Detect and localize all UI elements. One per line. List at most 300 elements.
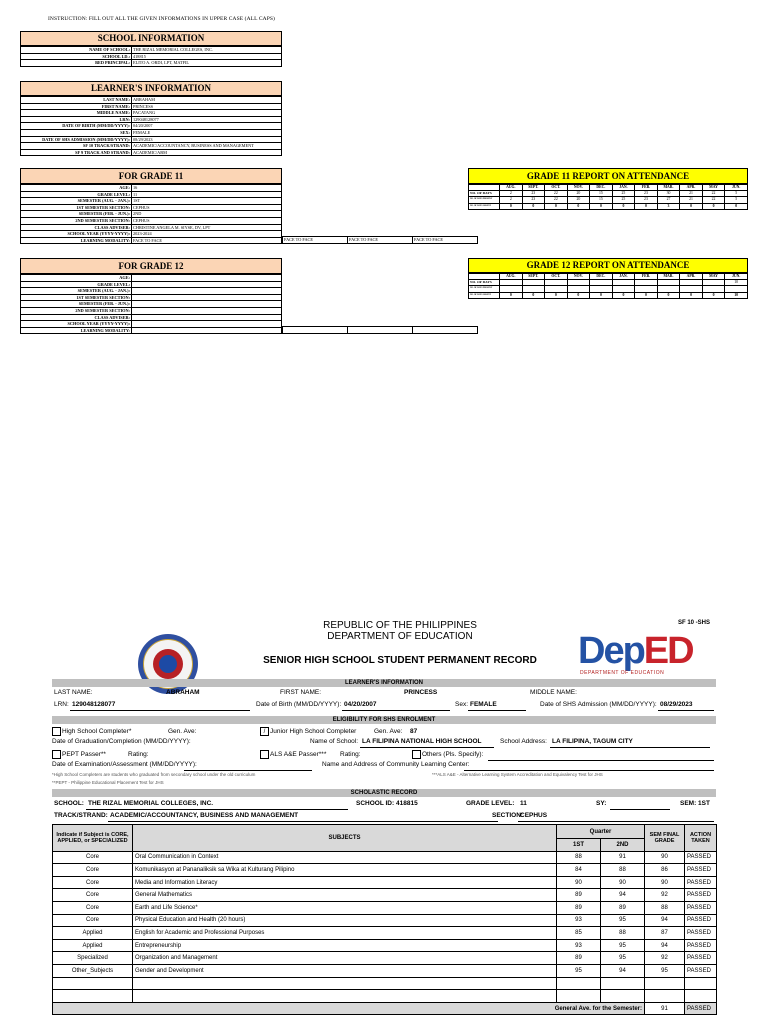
grade12-header: FOR GRADE 12: [20, 258, 282, 274]
field-value[interactable]: FEMALE: [132, 129, 282, 136]
field-label: LAST NAME:: [21, 97, 132, 104]
attendance-cell[interactable]: 0: [725, 203, 748, 209]
quarter2-grade[interactable]: 95: [601, 952, 645, 965]
attendance-cell[interactable]: 2: [500, 197, 523, 203]
action-taken[interactable]: PASSED: [685, 889, 717, 902]
info-row: [21, 198, 282, 205]
attendance-row-label: NO. OF DAYS: [469, 191, 500, 197]
attendance-cell[interactable]: 23: [635, 197, 658, 203]
subject-type[interactable]: Applied: [53, 939, 133, 952]
subject-row: [53, 952, 717, 965]
subject-type[interactable]: Other_Subjects: [53, 964, 133, 977]
attendance-cell[interactable]: 5: [725, 197, 748, 203]
subject-name[interactable]: Oral Communication in Context: [133, 851, 557, 864]
info-row: [21, 204, 282, 211]
field-value[interactable]: [132, 314, 282, 321]
attendance-cell[interactable]: 0: [590, 203, 613, 209]
field-label: GRADE LEVEL:: [21, 191, 132, 198]
final-grade[interactable]: 95: [645, 964, 685, 977]
field-label: DATE OF SHS ADMISSION (MM/DD/YYYY):: [21, 136, 132, 143]
att11-table: [468, 184, 748, 210]
grade11-modality-extra: [282, 236, 478, 244]
field-value[interactable]: ELITO A. ORDI, LPT, MATFIL: [132, 60, 282, 67]
field-value[interactable]: 08/29/2023: [132, 136, 282, 143]
field-value[interactable]: [132, 275, 282, 282]
attendance-cell[interactable]: 3: [657, 203, 680, 209]
field-value[interactable]: 129048128077: [132, 116, 282, 123]
field-value[interactable]: [132, 321, 282, 328]
school-id-value[interactable]: 418815: [396, 800, 418, 807]
month-header: OCT.: [545, 274, 568, 280]
sy-label: SY:: [596, 800, 607, 807]
month-header: MAY: [702, 185, 725, 191]
attendance-cell[interactable]: 0: [545, 292, 568, 298]
subject-type[interactable]: [53, 977, 133, 990]
footnote-hs: *High School Completers are students who graduated from secondary school under the old curriculum: [52, 772, 256, 777]
info-row: [21, 224, 282, 231]
quarter1-grade[interactable]: 95: [557, 964, 601, 977]
info-row: [21, 191, 282, 198]
attendance-cell[interactable]: 0: [567, 292, 590, 298]
info-row: [21, 129, 282, 136]
general-average-label: General Ave. for the Semester:: [53, 1002, 645, 1015]
field-value[interactable]: FACE TO FACE: [132, 237, 282, 244]
attendance-row: [469, 203, 748, 209]
modality-cell[interactable]: [283, 327, 348, 334]
subject-name[interactable]: [133, 977, 557, 990]
subject-name[interactable]: English for Academic and Professional Purposes: [133, 927, 557, 940]
subject-type[interactable]: Core: [53, 851, 133, 864]
gen-ave-label: Gen. Ave:: [168, 728, 197, 735]
quarter1-grade[interactable]: 90: [557, 876, 601, 889]
subject-row: [53, 876, 717, 889]
modality-cell[interactable]: FACE TO FACE: [283, 237, 348, 244]
field-value[interactable]: CHRISTINE ANGELA M. SIYSE, DV, LPT: [132, 224, 282, 231]
field-value[interactable]: [132, 288, 282, 295]
grade11-header: FOR GRADE 11: [20, 168, 282, 184]
field-label: CLASS ADVISER:: [21, 224, 132, 231]
quarter2-grade[interactable]: 88: [601, 927, 645, 940]
attendance-cell[interactable]: 10: [725, 280, 748, 286]
subject-row: [53, 939, 717, 952]
attendance-row-label: NO. OF DAYS PRESENT: [469, 286, 500, 292]
field-label: 1ST SEMESTER SECTION:: [21, 294, 132, 301]
info-row: [21, 231, 282, 238]
attendance-cell[interactable]: 0: [657, 292, 680, 298]
general-average-value[interactable]: 91: [645, 1002, 685, 1015]
info-row: [21, 281, 282, 288]
jhs-completer-checkbox[interactable]: /: [260, 727, 269, 736]
field-value[interactable]: CEPHUS: [132, 217, 282, 224]
pept-checkbox[interactable]: [52, 750, 61, 759]
first-name-label: FIRST NAME:: [280, 689, 322, 696]
attendance-cell[interactable]: 22: [702, 191, 725, 197]
attendance-cell[interactable]: 20: [567, 197, 590, 203]
subject-type[interactable]: Core: [53, 864, 133, 877]
action-taken[interactable]: PASSED: [685, 864, 717, 877]
month-header: MAR.: [657, 274, 680, 280]
attendance-cell[interactable]: 20: [567, 191, 590, 197]
middle-name-label: MIDDLE NAME:: [530, 689, 577, 696]
grad-date-label: Date of Graduation/Completion (MM/DD/YYYY):: [52, 738, 191, 745]
subject-name[interactable]: Physical Education and Health (20 hours): [133, 914, 557, 927]
footnote-als: ***ALS A&E - Alternative Learning System Accreditation and Equivalency Test for JHS: [432, 772, 603, 777]
quarter1-grade[interactable]: 89: [557, 889, 601, 902]
modality-cell[interactable]: FACE TO FACE: [348, 237, 413, 244]
learner-info-table: [20, 96, 282, 156]
attendance-cell[interactable]: 15: [590, 191, 613, 197]
admission-value[interactable]: 08/29/2023: [660, 701, 693, 708]
quarter2-grade[interactable]: 89: [601, 901, 645, 914]
field-value[interactable]: [132, 281, 282, 288]
grade-level-label: GRADE LEVEL:: [466, 800, 515, 807]
quarter2-grade[interactable]: 94: [601, 889, 645, 902]
quarter1-grade[interactable]: 88: [557, 851, 601, 864]
quarter2-grade[interactable]: 95: [601, 914, 645, 927]
field-label: SF 9 TRACK AND STRAND:: [21, 149, 132, 156]
month-header: MAY: [702, 274, 725, 280]
month-header: NOV.: [567, 274, 590, 280]
subject-type[interactable]: Specialized: [53, 952, 133, 965]
month-header: DEC.: [590, 274, 613, 280]
field-label: SEMESTER (AUG. - JAN.):: [21, 198, 132, 205]
subject-name[interactable]: Gender and Development: [133, 964, 557, 977]
field-value[interactable]: [132, 301, 282, 308]
subject-type[interactable]: Applied: [53, 927, 133, 940]
col-header-q1: 1ST: [557, 839, 601, 852]
final-grade[interactable]: 92: [645, 952, 685, 965]
field-label: LEARNING MODALITY:: [21, 327, 132, 334]
subject-row: [53, 964, 717, 977]
last-name-label: LAST NAME:: [54, 689, 93, 696]
quarter1-grade[interactable]: 84: [557, 864, 601, 877]
action-taken[interactable]: PASSED: [685, 952, 717, 965]
attendance-row-label: NO. OF DAYS ABSENT: [469, 203, 500, 209]
month-header: JAN.: [612, 274, 635, 280]
attendance-cell[interactable]: 22: [545, 191, 568, 197]
modality-cell[interactable]: [413, 327, 478, 334]
attendance-cell[interactable]: 21: [680, 191, 703, 197]
field-value[interactable]: [132, 294, 282, 301]
sex-value[interactable]: FEMALE: [470, 701, 497, 708]
attendance-cell[interactable]: 0: [680, 292, 703, 298]
instruction-text: INSTRUCTION: FILL OUT ALL THE GIVEN INFORMATIONS IN UPPER CASE (ALL CAPS): [48, 16, 275, 22]
section-value[interactable]: CEPHUS: [520, 812, 548, 819]
month-header: FEB.: [635, 274, 658, 280]
subject-name[interactable]: Media and Information Literacy: [133, 876, 557, 889]
subject-type[interactable]: [53, 990, 133, 1003]
school-name-value[interactable]: LA FILIPINA NATIONAL HIGH SCHOOL: [362, 738, 482, 745]
school-address-label: School Address:: [500, 738, 547, 745]
action-taken[interactable]: PASSED: [685, 851, 717, 864]
dob-label: Date of Birth (MM/DD/YYYY):: [256, 701, 342, 708]
col-header-final: SEM FINAL GRADE: [645, 825, 685, 852]
final-grade[interactable]: 86: [645, 864, 685, 877]
final-grade[interactable]: 94: [645, 914, 685, 927]
scholastic-band: SCHOLASTIC RECORD: [52, 789, 716, 797]
quarter1-grade[interactable]: 85: [557, 927, 601, 940]
final-grade[interactable]: [645, 977, 685, 990]
subject-row: [53, 889, 717, 902]
final-grade[interactable]: 94: [645, 939, 685, 952]
subject-name[interactable]: Entrepreneurship: [133, 939, 557, 952]
att11-header: GRADE 11 REPORT ON ATTENDANCE: [468, 168, 748, 184]
month-header: APR.: [680, 274, 703, 280]
field-label: SEX:: [21, 129, 132, 136]
attendance-cell[interactable]: 0: [567, 203, 590, 209]
quarter2-grade[interactable]: 91: [601, 851, 645, 864]
grade-level-value[interactable]: 11: [520, 800, 527, 807]
subject-row: [53, 990, 717, 1003]
school-label: SCHOOL:: [54, 800, 84, 807]
attendance-row-label: NO. OF DAYS ABSENT: [469, 292, 500, 298]
quarter1-grade[interactable]: [557, 990, 601, 1003]
field-value[interactable]: 1ST: [132, 198, 282, 205]
final-grade[interactable]: 87: [645, 927, 685, 940]
field-label: LRN:: [21, 116, 132, 123]
month-header: AUG.: [500, 274, 523, 280]
attendance-cell[interactable]: 0: [500, 292, 523, 298]
action-taken[interactable]: [685, 977, 717, 990]
field-label: SCHOOL YEAR (YYYY-YYYY):: [21, 321, 132, 328]
field-value[interactable]: PACATANG: [132, 110, 282, 117]
field-value[interactable]: 11: [132, 191, 282, 198]
quarter1-grade[interactable]: 89: [557, 952, 601, 965]
field-label: SCHOOL YEAR (YYYY-YYYY):: [21, 231, 132, 238]
sem-value[interactable]: 1ST: [698, 800, 710, 807]
attendance-cell[interactable]: 0: [522, 292, 545, 298]
school-info-table: [20, 46, 282, 67]
field-label: LEARNING MODALITY:: [21, 237, 132, 244]
info-row: [21, 301, 282, 308]
attendance-row-label: NO. OF DAYS: [469, 280, 500, 286]
field-label: SEMESTER (FEB. - JUN.):: [21, 211, 132, 218]
info-row: [21, 237, 282, 244]
subject-name[interactable]: Komunikasyon at Pananaliksik sa Wika at Kulturang Pilipino: [133, 864, 557, 877]
field-value[interactable]: ACADEMIC/ACCOUNTANCY, BUSINESS AND MANAGEMENT: [132, 143, 282, 150]
action-taken[interactable]: PASSED: [685, 876, 717, 889]
info-row: [21, 288, 282, 295]
modality-cell[interactable]: FACE TO FACE: [413, 237, 478, 244]
month-header: DEC.: [590, 185, 613, 191]
info-row: [21, 143, 282, 150]
clc-label: Name and Address of Community Learning Center:: [322, 761, 470, 768]
col-header-action: ACTION TAKEN: [685, 825, 717, 852]
month-header: OCT.: [545, 185, 568, 191]
attendance-cell[interactable]: 15: [590, 197, 613, 203]
quarter1-grade[interactable]: 93: [557, 939, 601, 952]
field-label: DATE OF BIRTH (MM/DD/YYYY):: [21, 123, 132, 130]
pept-rating-label: Rating:: [128, 751, 149, 758]
attendance-cell[interactable]: 0: [612, 203, 635, 209]
month-header: APR.: [680, 185, 703, 191]
field-label: CLASS ADVISER:: [21, 314, 132, 321]
lrn-value[interactable]: 129048128077: [72, 701, 116, 708]
final-grade[interactable]: 88: [645, 901, 685, 914]
field-label: NAME OF SCHOOL:: [21, 47, 132, 54]
info-row: [21, 53, 282, 60]
attendance-row-label: NO. OF DAYS PRESENT: [469, 197, 500, 203]
field-label: AGE:: [21, 275, 132, 282]
field-value[interactable]: 16: [132, 185, 282, 192]
sf-code: SF 10 -SHS: [678, 620, 711, 626]
action-taken[interactable]: PASSED: [685, 914, 717, 927]
attendance-cell[interactable]: 30: [657, 191, 680, 197]
final-grade[interactable]: 92: [645, 889, 685, 902]
quarter2-grade[interactable]: 88: [601, 864, 645, 877]
field-value[interactable]: 2023-2024: [132, 231, 282, 238]
info-row: [21, 211, 282, 218]
jhs-gen-ave-label: Gen. Ave:: [374, 728, 403, 735]
subject-name[interactable]: General Mathematics: [133, 889, 557, 902]
quarter1-grade[interactable]: [557, 977, 601, 990]
quarter2-grade[interactable]: [601, 990, 645, 1003]
hs-completer-checkbox[interactable]: [52, 727, 61, 736]
attendance-cell[interactable]: 0: [680, 203, 703, 209]
month-header: JAN.: [612, 185, 635, 191]
track-label: TRACK/STRAND:: [54, 812, 108, 819]
subject-row: [53, 914, 717, 927]
quarter1-grade[interactable]: 89: [557, 901, 601, 914]
final-grade[interactable]: 90: [645, 876, 685, 889]
field-label: 1ST SEMESTER SECTION:: [21, 204, 132, 211]
subject-name[interactable]: Organization and Management: [133, 952, 557, 965]
deped-logo: DepED DEPARTMENT OF EDUCATION: [578, 630, 693, 676]
subject-name[interactable]: Earth and Life Science*: [133, 901, 557, 914]
attendance-cell[interactable]: 0: [612, 292, 635, 298]
action-taken[interactable]: PASSED: [685, 964, 717, 977]
subject-type[interactable]: Core: [53, 901, 133, 914]
attendance-cell[interactable]: 21: [680, 197, 703, 203]
action-taken[interactable]: PASSED: [685, 901, 717, 914]
action-taken[interactable]: PASSED: [685, 939, 717, 952]
sem-label: SEM:: [680, 800, 697, 807]
quarter2-grade[interactable]: 95: [601, 939, 645, 952]
quarter1-grade[interactable]: 93: [557, 914, 601, 927]
department-title: DEPARTMENT OF EDUCATION: [327, 631, 473, 642]
month-header: NOV.: [567, 185, 590, 191]
field-label: AGE:: [21, 185, 132, 192]
info-row: [21, 149, 282, 156]
field-value[interactable]: [132, 327, 282, 334]
school-value[interactable]: THE RIZAL MEMORIAL COLLEGES, INC.: [88, 800, 214, 807]
attendance-cell[interactable]: 0: [590, 292, 613, 298]
field-value[interactable]: 418815: [132, 53, 282, 60]
attendance-cell[interactable]: 0: [702, 292, 725, 298]
school-address-value[interactable]: LA FILIPINA, TAGUM CITY: [552, 738, 633, 745]
exam-date-label: Date of Examination/Assessment (MM/DD/YYYY):: [52, 761, 197, 768]
quarter2-grade[interactable]: 94: [601, 964, 645, 977]
attendance-cell[interactable]: 0: [500, 203, 523, 209]
attendance-cell[interactable]: 23: [522, 197, 545, 203]
attendance-cell[interactable]: 25: [612, 191, 635, 197]
attendance-cell[interactable]: 10: [725, 292, 748, 298]
attendance-cell[interactable]: 23: [635, 191, 658, 197]
attendance-cell[interactable]: 0: [545, 203, 568, 209]
learner-info-header: LEARNER'S INFORMATION: [20, 81, 282, 96]
last-name-value[interactable]: ABRAHAM: [166, 689, 200, 696]
quarter2-grade[interactable]: 90: [601, 876, 645, 889]
field-value[interactable]: ABRAHAM: [132, 97, 282, 104]
attendance-cell[interactable]: 2: [500, 191, 523, 197]
jhs-gen-ave-value[interactable]: 87: [410, 728, 418, 735]
track-value[interactable]: ACADEMIC/ACCOUNTANCY, BUSINESS AND MANAGEMENT: [110, 812, 299, 819]
attendance-cell[interactable]: 25: [612, 197, 635, 203]
field-label: SCHOOL I.D.:: [21, 53, 132, 60]
attendance-cell[interactable]: 0: [702, 203, 725, 209]
republic-title: REPUBLIC OF THE PHILIPPINES: [323, 620, 477, 631]
col-header-q2: 2ND: [601, 839, 645, 852]
section-label: SECTION:: [492, 812, 524, 819]
info-row: [21, 275, 282, 282]
field-value[interactable]: ACADEMIC/ABM: [132, 149, 282, 156]
month-header: FEB.: [635, 185, 658, 191]
field-value[interactable]: PRINCESS: [132, 103, 282, 110]
learner-info-band: LEARNER'S INFORMATION: [52, 679, 716, 687]
attendance-cell[interactable]: 23: [522, 191, 545, 197]
field-label: SEMESTER (FEB. - JUN.):: [21, 301, 132, 308]
info-row: [21, 136, 282, 143]
school-info-header: SCHOOL INFORMATION: [20, 31, 282, 46]
attendance-cell[interactable]: 5: [725, 191, 748, 197]
final-grade[interactable]: [645, 990, 685, 1003]
attendance-cell[interactable]: 27: [657, 197, 680, 203]
admission-label: Date of SHS Admission (MM/DD/YYYY):: [540, 701, 657, 708]
field-label: 2ND SEMESTER SECTION:: [21, 217, 132, 224]
info-row: [21, 321, 282, 328]
action-taken[interactable]: PASSED: [685, 927, 717, 940]
quarter2-grade[interactable]: [601, 977, 645, 990]
subject-type[interactable]: Core: [53, 889, 133, 902]
info-row: [21, 123, 282, 130]
field-value[interactable]: 2ND: [132, 211, 282, 218]
general-average-row: [53, 1002, 717, 1015]
attendance-cell[interactable]: 0: [635, 292, 658, 298]
field-value[interactable]: CEPHUS: [132, 204, 282, 211]
col-header-type: Indicate if Subject is CORE, APPLIED, or SPECIALIZED: [53, 825, 133, 852]
field-value[interactable]: THE RIZAL MEMORIAL COLLEGES, INC.: [132, 47, 282, 54]
dob-value[interactable]: 04/20/2007: [344, 701, 377, 708]
action-taken[interactable]: [685, 990, 717, 1003]
final-grade[interactable]: 90: [645, 851, 685, 864]
info-row: [21, 47, 282, 54]
subject-name[interactable]: [133, 990, 557, 1003]
first-name-value[interactable]: PRINCESS: [404, 689, 438, 696]
month-header: SEPT.: [522, 274, 545, 280]
attendance-cell[interactable]: 0: [635, 203, 658, 209]
field-label: 2ND SEMESTER SECTION:: [21, 307, 132, 314]
others-checkbox[interactable]: [412, 750, 421, 759]
subject-row: [53, 927, 717, 940]
footnote-pept: **PEPT - Philippine Educational Placement Test for JHS: [52, 780, 164, 785]
att12-header: GRADE 12 REPORT ON ATTENDANCE: [468, 258, 748, 273]
attendance-cell[interactable]: 22: [702, 197, 725, 203]
attendance-cell[interactable]: 22: [545, 197, 568, 203]
als-checkbox[interactable]: [260, 750, 269, 759]
field-value[interactable]: 04/20/2007: [132, 123, 282, 130]
subject-type[interactable]: Core: [53, 876, 133, 889]
modality-cell[interactable]: [348, 327, 413, 334]
info-row: [21, 97, 282, 104]
subject-row: [53, 851, 717, 864]
field-value[interactable]: [132, 307, 282, 314]
general-average-action[interactable]: PASSED: [685, 1002, 717, 1015]
month-header: MAR.: [657, 185, 680, 191]
attendance-cell[interactable]: 0: [522, 203, 545, 209]
school-name-label: Name of School:: [310, 738, 359, 745]
subject-type[interactable]: Core: [53, 914, 133, 927]
subject-row: [53, 901, 717, 914]
